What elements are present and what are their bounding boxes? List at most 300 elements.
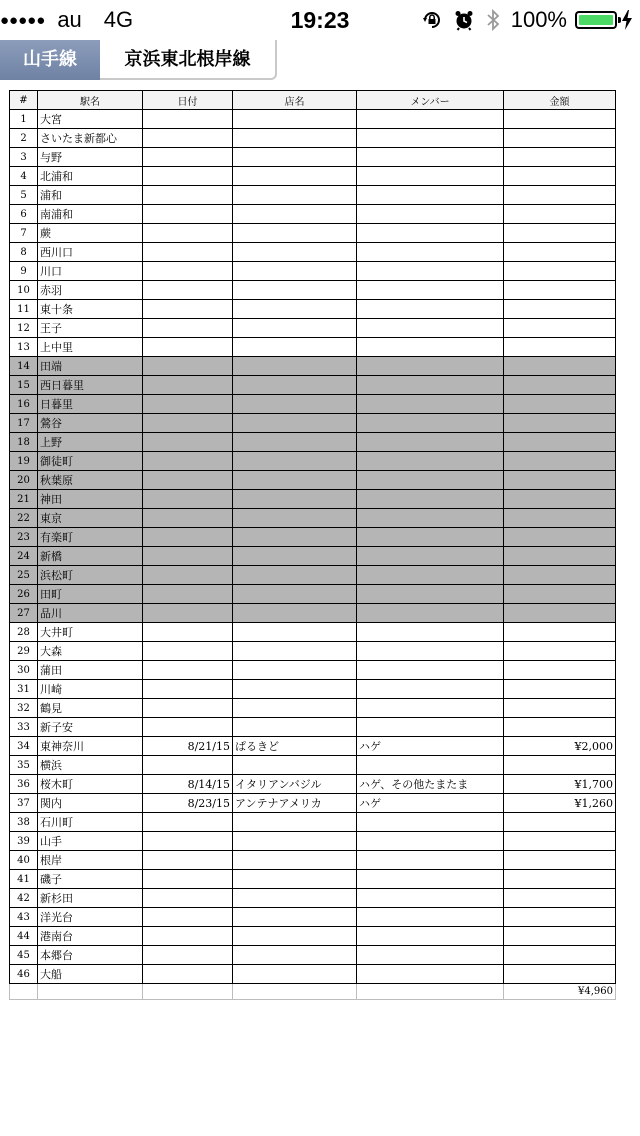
cell-shop[interactable]: [233, 243, 357, 262]
table-row: [10, 395, 616, 414]
cell-member[interactable]: [357, 509, 504, 528]
cell-date[interactable]: [143, 376, 233, 395]
cell-date[interactable]: [143, 433, 233, 452]
cell-number: 26: [10, 585, 38, 604]
cell-station[interactable]: 御徒町: [38, 452, 143, 471]
cell-member[interactable]: [357, 756, 504, 775]
cell-date[interactable]: [143, 623, 233, 642]
cell-member[interactable]: [357, 832, 504, 851]
total-amount: ¥4,960: [504, 984, 616, 1000]
cell-amount[interactable]: [504, 376, 616, 395]
cell-station[interactable]: 鶯谷: [38, 414, 143, 433]
cell-station[interactable]: 川崎: [38, 680, 143, 699]
cell-member[interactable]: [357, 623, 504, 642]
cell-shop[interactable]: アンテナアメリカ: [233, 794, 357, 813]
cell-member[interactable]: [357, 129, 504, 148]
cell-amount[interactable]: [504, 566, 616, 585]
cell-member[interactable]: [357, 281, 504, 300]
cell-station[interactable]: 東十条: [38, 300, 143, 319]
cell-date[interactable]: [143, 490, 233, 509]
cell-amount[interactable]: [504, 908, 616, 927]
cell-date[interactable]: [143, 756, 233, 775]
cell-date[interactable]: [143, 661, 233, 680]
cell-number: 30: [10, 661, 38, 680]
cell-number: 25: [10, 566, 38, 585]
cell-amount[interactable]: [504, 319, 616, 338]
cell-station[interactable]: 南浦和: [38, 205, 143, 224]
cell-shop[interactable]: イタリアンバジル: [233, 775, 357, 794]
cell-shop[interactable]: [233, 129, 357, 148]
cell-shop[interactable]: [233, 357, 357, 376]
cell-shop[interactable]: [233, 965, 357, 984]
header-date: 日付: [143, 91, 233, 110]
cell-shop[interactable]: [233, 661, 357, 680]
cell-shop[interactable]: [233, 699, 357, 718]
cell-date[interactable]: [143, 243, 233, 262]
cell-number: 10: [10, 281, 38, 300]
table-row: [10, 604, 616, 623]
cell-amount[interactable]: [504, 965, 616, 984]
table-row: [10, 870, 616, 889]
cell-amount[interactable]: [504, 718, 616, 737]
cell-date[interactable]: 8/21/15: [143, 737, 233, 756]
cell-station[interactable]: 川口: [38, 262, 143, 281]
cell-station[interactable]: 北浦和: [38, 167, 143, 186]
cell-amount[interactable]: [504, 813, 616, 832]
cell-number: 38: [10, 813, 38, 832]
cell-amount[interactable]: [504, 528, 616, 547]
cell-date[interactable]: [143, 832, 233, 851]
table-row: [10, 471, 616, 490]
cell-station[interactable]: 品川: [38, 604, 143, 623]
cell-member[interactable]: [357, 205, 504, 224]
cell-date[interactable]: [143, 946, 233, 965]
cell-station[interactable]: 東京: [38, 509, 143, 528]
cell-shop[interactable]: [233, 528, 357, 547]
network-type-label: 4G: [103, 7, 134, 32]
cell-amount[interactable]: [504, 509, 616, 528]
cell-amount[interactable]: [504, 832, 616, 851]
table-row: [10, 433, 616, 452]
cell-number: 36: [10, 775, 38, 794]
cell-station[interactable]: 蕨: [38, 224, 143, 243]
cell-date[interactable]: [143, 528, 233, 547]
cell-date[interactable]: [143, 167, 233, 186]
table-row: [10, 129, 616, 148]
cell-date[interactable]: [143, 509, 233, 528]
cell-station[interactable]: 港南台: [38, 927, 143, 946]
cell-number: 29: [10, 642, 38, 661]
total-empty-cell: [38, 984, 143, 1000]
cell-number: 14: [10, 357, 38, 376]
cell-shop[interactable]: ぱるきど: [233, 737, 357, 756]
cell-member[interactable]: [357, 528, 504, 547]
table-row: [10, 680, 616, 699]
cell-amount[interactable]: [504, 699, 616, 718]
cell-amount[interactable]: [504, 889, 616, 908]
cell-date[interactable]: [143, 262, 233, 281]
cell-member[interactable]: [357, 471, 504, 490]
cell-station[interactable]: さいたま新都心: [38, 129, 143, 148]
cell-date[interactable]: [143, 585, 233, 604]
cell-amount[interactable]: [504, 661, 616, 680]
cell-number: 7: [10, 224, 38, 243]
cell-station[interactable]: 日暮里: [38, 395, 143, 414]
cell-member[interactable]: [357, 319, 504, 338]
cell-shop[interactable]: [233, 319, 357, 338]
cell-amount[interactable]: [504, 433, 616, 452]
cell-number: 44: [10, 927, 38, 946]
cell-station[interactable]: 浜松町: [38, 566, 143, 585]
cell-member[interactable]: [357, 110, 504, 129]
cell-station[interactable]: 桜木町: [38, 775, 143, 794]
cell-number: 17: [10, 414, 38, 433]
cell-amount[interactable]: [504, 756, 616, 775]
cell-shop[interactable]: [233, 889, 357, 908]
cell-date[interactable]: [143, 851, 233, 870]
cell-member[interactable]: [357, 585, 504, 604]
cell-amount[interactable]: [504, 946, 616, 965]
cell-station[interactable]: 新子安: [38, 718, 143, 737]
cell-amount[interactable]: [504, 357, 616, 376]
cell-member[interactable]: [357, 927, 504, 946]
cell-shop[interactable]: [233, 452, 357, 471]
total-empty-cell: [233, 984, 357, 1000]
cell-number: 39: [10, 832, 38, 851]
cell-number: 15: [10, 376, 38, 395]
cell-amount[interactable]: [504, 471, 616, 490]
cell-date[interactable]: [143, 813, 233, 832]
cell-member[interactable]: [357, 889, 504, 908]
cell-station[interactable]: 大宮: [38, 110, 143, 129]
cell-date[interactable]: 8/23/15: [143, 794, 233, 813]
cell-number: 11: [10, 300, 38, 319]
cell-date[interactable]: [143, 110, 233, 129]
cell-number: 41: [10, 870, 38, 889]
cell-member[interactable]: ハゲ、その他たまたま: [357, 775, 504, 794]
cell-date[interactable]: [143, 471, 233, 490]
cell-member[interactable]: [357, 395, 504, 414]
cell-number: 46: [10, 965, 38, 984]
cell-date[interactable]: [143, 395, 233, 414]
cell-shop[interactable]: [233, 186, 357, 205]
cell-shop[interactable]: [233, 718, 357, 737]
cell-station[interactable]: 石川町: [38, 813, 143, 832]
cell-amount[interactable]: [504, 167, 616, 186]
cell-date[interactable]: [143, 927, 233, 946]
cell-shop[interactable]: [233, 585, 357, 604]
table-row: [10, 623, 616, 642]
total-empty-cell: [357, 984, 504, 1000]
cell-station[interactable]: 上中里: [38, 338, 143, 357]
cell-station[interactable]: 大船: [38, 965, 143, 984]
cell-station[interactable]: 根岸: [38, 851, 143, 870]
cell-member[interactable]: [357, 186, 504, 205]
cell-number: 23: [10, 528, 38, 547]
cell-station[interactable]: 磯子: [38, 870, 143, 889]
table-row: [10, 851, 616, 870]
table-row: [10, 718, 616, 737]
cell-number: 24: [10, 547, 38, 566]
cell-shop[interactable]: [233, 870, 357, 889]
cell-date[interactable]: [143, 965, 233, 984]
cell-number: 42: [10, 889, 38, 908]
table-row: [10, 148, 616, 167]
cell-station[interactable]: 赤羽: [38, 281, 143, 300]
battery-nub: [618, 17, 621, 23]
cell-member[interactable]: [357, 813, 504, 832]
cell-amount[interactable]: [504, 642, 616, 661]
cell-member[interactable]: ハゲ: [357, 737, 504, 756]
cell-member[interactable]: [357, 490, 504, 509]
cell-date[interactable]: [143, 870, 233, 889]
cell-date[interactable]: [143, 129, 233, 148]
cell-amount[interactable]: [504, 243, 616, 262]
cell-shop[interactable]: [233, 490, 357, 509]
cell-shop[interactable]: [233, 376, 357, 395]
cell-member[interactable]: [357, 566, 504, 585]
cell-station[interactable]: 西日暮里: [38, 376, 143, 395]
cell-number: 2: [10, 129, 38, 148]
table-row: [10, 300, 616, 319]
cell-member[interactable]: [357, 167, 504, 186]
cell-shop[interactable]: [233, 509, 357, 528]
status-bar-right: [421, 0, 632, 40]
cell-number: 40: [10, 851, 38, 870]
cell-shop[interactable]: [233, 414, 357, 433]
table-row: [10, 756, 616, 775]
cell-station[interactable]: 大森: [38, 642, 143, 661]
total-empty-cell: [10, 984, 38, 1000]
cell-member[interactable]: [357, 148, 504, 167]
table-row: [10, 509, 616, 528]
cell-shop[interactable]: [233, 623, 357, 642]
cell-shop[interactable]: [233, 642, 357, 661]
cell-amount[interactable]: [504, 110, 616, 129]
cell-number: 22: [10, 509, 38, 528]
cell-station[interactable]: 秋葉原: [38, 471, 143, 490]
cell-amount[interactable]: [504, 186, 616, 205]
cell-member[interactable]: [357, 433, 504, 452]
cell-amount[interactable]: [504, 338, 616, 357]
table-row: [10, 794, 616, 813]
cell-member[interactable]: [357, 262, 504, 281]
cell-station[interactable]: 田端: [38, 357, 143, 376]
cell-member[interactable]: [357, 680, 504, 699]
cell-amount[interactable]: [504, 262, 616, 281]
cell-shop[interactable]: [233, 167, 357, 186]
cell-date[interactable]: [143, 680, 233, 699]
cell-shop[interactable]: [233, 300, 357, 319]
cell-number: 31: [10, 680, 38, 699]
cell-member[interactable]: [357, 357, 504, 376]
cell-shop[interactable]: [233, 110, 357, 129]
cell-date[interactable]: [143, 452, 233, 471]
cell-date[interactable]: [143, 718, 233, 737]
cell-shop[interactable]: [233, 262, 357, 281]
table-row: [10, 832, 616, 851]
cell-station[interactable]: 新橋: [38, 547, 143, 566]
cell-date[interactable]: [143, 338, 233, 357]
cell-shop[interactable]: [233, 338, 357, 357]
cell-amount[interactable]: [504, 547, 616, 566]
cell-member[interactable]: [357, 414, 504, 433]
cell-shop[interactable]: [233, 205, 357, 224]
cell-number: 32: [10, 699, 38, 718]
cell-shop[interactable]: [233, 281, 357, 300]
cell-shop[interactable]: [233, 680, 357, 699]
cell-date[interactable]: [143, 547, 233, 566]
cell-shop[interactable]: [233, 433, 357, 452]
table-row: [10, 357, 616, 376]
cell-number: 45: [10, 946, 38, 965]
cell-date[interactable]: [143, 148, 233, 167]
table-row: [10, 699, 616, 718]
cell-shop[interactable]: [233, 604, 357, 623]
cell-amount[interactable]: [504, 604, 616, 623]
cell-station[interactable]: 関内: [38, 794, 143, 813]
cell-member[interactable]: [357, 718, 504, 737]
cell-station[interactable]: 田町: [38, 585, 143, 604]
cell-member[interactable]: [357, 376, 504, 395]
cell-shop[interactable]: [233, 756, 357, 775]
cell-station[interactable]: 新杉田: [38, 889, 143, 908]
cell-amount[interactable]: [504, 205, 616, 224]
cell-number: 3: [10, 148, 38, 167]
cell-date[interactable]: [143, 186, 233, 205]
cell-shop[interactable]: [233, 832, 357, 851]
cell-member[interactable]: [357, 224, 504, 243]
cell-member[interactable]: [357, 452, 504, 471]
cell-date[interactable]: [143, 889, 233, 908]
cell-amount[interactable]: [504, 395, 616, 414]
cell-station[interactable]: 浦和: [38, 186, 143, 205]
cell-shop[interactable]: [233, 908, 357, 927]
cell-amount[interactable]: [504, 490, 616, 509]
cell-date[interactable]: [143, 300, 233, 319]
cell-amount[interactable]: ¥1,700: [504, 775, 616, 794]
cell-shop[interactable]: [233, 471, 357, 490]
cell-date[interactable]: [143, 205, 233, 224]
clock-time: 19:23: [290, 7, 350, 33]
table-row: [10, 585, 616, 604]
cell-shop[interactable]: [233, 395, 357, 414]
cell-amount[interactable]: [504, 452, 616, 471]
cell-station[interactable]: 東神奈川: [38, 737, 143, 756]
cell-date[interactable]: [143, 281, 233, 300]
cell-amount[interactable]: [504, 870, 616, 889]
cell-member[interactable]: [357, 946, 504, 965]
cell-station[interactable]: 本郷台: [38, 946, 143, 965]
table-row: [10, 965, 616, 984]
cell-amount[interactable]: [504, 224, 616, 243]
cell-date[interactable]: [143, 642, 233, 661]
table-row: [10, 319, 616, 338]
cell-number: 19: [10, 452, 38, 471]
cell-station[interactable]: 大井町: [38, 623, 143, 642]
table-row: [10, 775, 616, 794]
cell-member[interactable]: [357, 870, 504, 889]
table-row: [10, 414, 616, 433]
cell-date[interactable]: [143, 357, 233, 376]
cell-shop[interactable]: [233, 813, 357, 832]
cell-amount[interactable]: [504, 148, 616, 167]
cell-member[interactable]: [357, 243, 504, 262]
cell-shop[interactable]: [233, 566, 357, 585]
cell-station[interactable]: 有楽町: [38, 528, 143, 547]
cell-member[interactable]: [357, 965, 504, 984]
cell-amount[interactable]: ¥1,260: [504, 794, 616, 813]
cell-date[interactable]: 8/14/15: [143, 775, 233, 794]
cell-member[interactable]: ハゲ: [357, 794, 504, 813]
cell-number: 43: [10, 908, 38, 927]
cell-amount[interactable]: [504, 680, 616, 699]
cell-amount[interactable]: [504, 851, 616, 870]
cell-member[interactable]: [357, 642, 504, 661]
cell-shop[interactable]: [233, 851, 357, 870]
cell-amount[interactable]: [504, 281, 616, 300]
cell-station[interactable]: 王子: [38, 319, 143, 338]
cell-member[interactable]: [357, 851, 504, 870]
cell-amount[interactable]: [504, 129, 616, 148]
cell-date[interactable]: [143, 224, 233, 243]
table-row: [10, 224, 616, 243]
table-row: [10, 110, 616, 129]
cell-amount[interactable]: [504, 414, 616, 433]
cell-amount[interactable]: ¥2,000: [504, 737, 616, 756]
cell-number: 5: [10, 186, 38, 205]
cell-amount[interactable]: [504, 300, 616, 319]
cell-shop[interactable]: [233, 224, 357, 243]
cell-shop[interactable]: [233, 148, 357, 167]
cell-number: 35: [10, 756, 38, 775]
cell-station[interactable]: 蒲田: [38, 661, 143, 680]
cell-date[interactable]: [143, 604, 233, 623]
cell-member[interactable]: [357, 338, 504, 357]
cell-station[interactable]: 西川口: [38, 243, 143, 262]
cell-member[interactable]: [357, 300, 504, 319]
cell-station[interactable]: 鶴見: [38, 699, 143, 718]
cell-shop[interactable]: [233, 946, 357, 965]
cell-member[interactable]: [357, 908, 504, 927]
cell-station[interactable]: 横浜: [38, 756, 143, 775]
cell-date[interactable]: [143, 414, 233, 433]
cell-station[interactable]: 神田: [38, 490, 143, 509]
table-row: [10, 338, 616, 357]
tab-keihin-tohoku-negishi-line[interactable]: 京浜東北根岸線: [100, 40, 277, 80]
cell-station[interactable]: 山手: [38, 832, 143, 851]
cell-station[interactable]: 洋光台: [38, 908, 143, 927]
table-row: [10, 281, 616, 300]
cell-amount[interactable]: [504, 623, 616, 642]
cell-date[interactable]: [143, 566, 233, 585]
cell-date[interactable]: [143, 908, 233, 927]
cell-member[interactable]: [357, 661, 504, 680]
cell-shop[interactable]: [233, 547, 357, 566]
cell-shop[interactable]: [233, 927, 357, 946]
tab-yamanote-line[interactable]: 山手線: [0, 40, 100, 80]
cell-member[interactable]: [357, 547, 504, 566]
cell-amount[interactable]: [504, 585, 616, 604]
cell-station[interactable]: 与野: [38, 148, 143, 167]
cell-member[interactable]: [357, 604, 504, 623]
cell-amount[interactable]: [504, 927, 616, 946]
table-row: [10, 490, 616, 509]
cell-date[interactable]: [143, 699, 233, 718]
cell-member[interactable]: [357, 699, 504, 718]
cell-station[interactable]: 上野: [38, 433, 143, 452]
cell-date[interactable]: [143, 319, 233, 338]
